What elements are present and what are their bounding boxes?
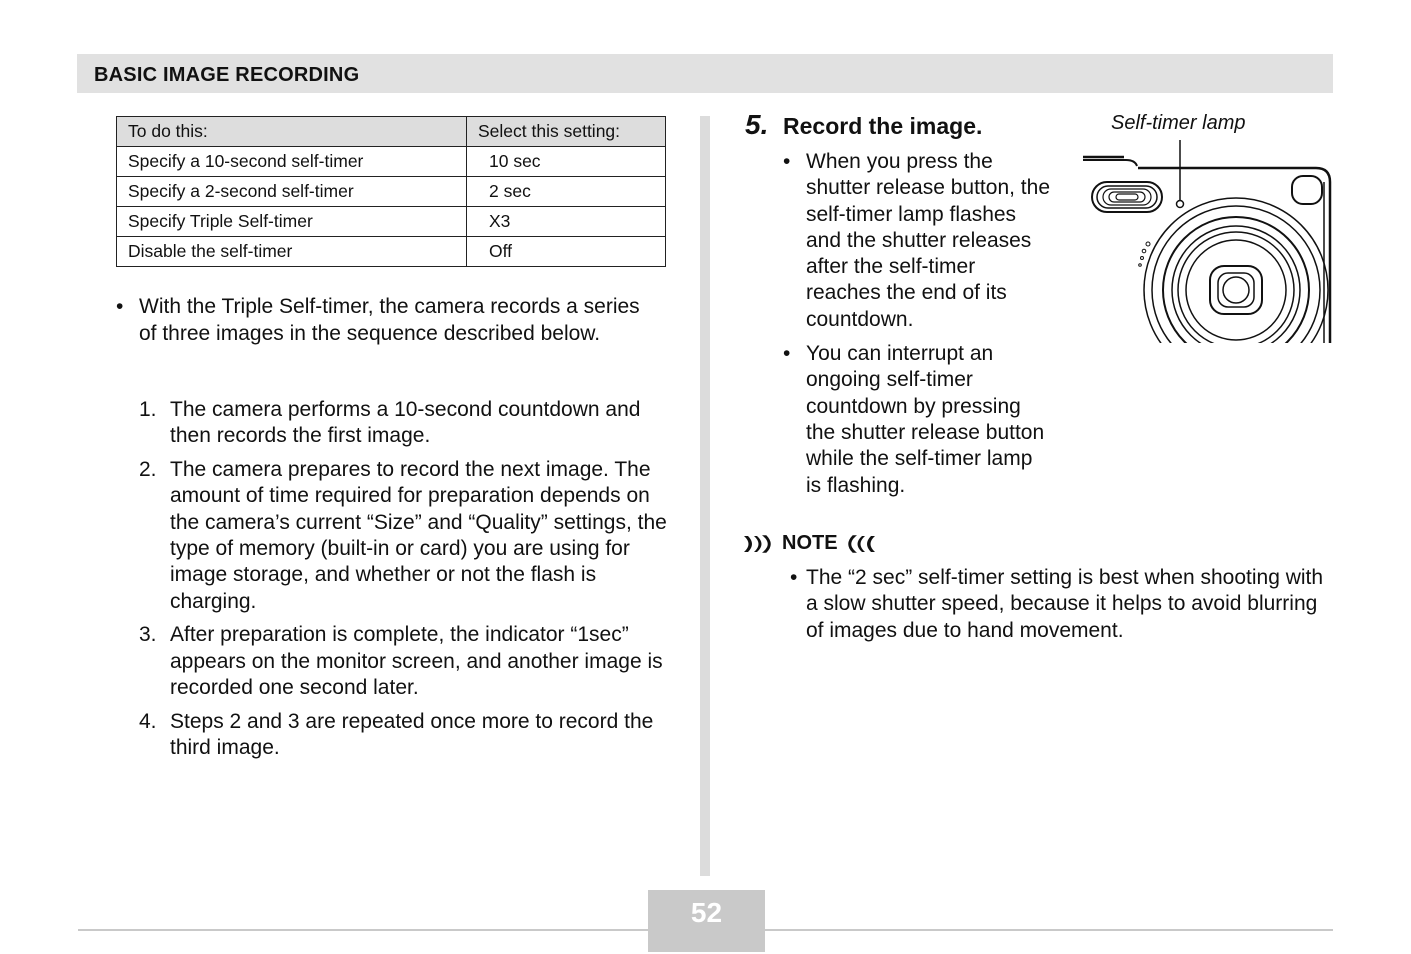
column-divider: [700, 116, 710, 876]
step-number: 2.: [139, 458, 157, 482]
table-cell: 10 sec: [467, 147, 666, 177]
list-item: [139, 397, 669, 450]
table-header-row: [117, 117, 666, 147]
note-end-arrows-icon: [845, 535, 875, 553]
section-header: [77, 54, 1333, 93]
note-body: [790, 565, 1330, 644]
page-number: 52: [690, 897, 723, 928]
self-timer-settings-table: [116, 116, 666, 267]
bullet-symbol: •: [783, 150, 791, 173]
note-text: The “2 sec” self-timer setting is best when shooting with a slow shutter speed, because it helps to avoid blurring of images due to hand movement.: [806, 566, 1324, 642]
triple-timer-bullet: [116, 294, 656, 347]
step-text: Steps 2 and 3 are repeated once more to record the third image.: [170, 709, 654, 760]
table-cell: X3: [467, 207, 666, 237]
step-text: The camera prepares to record the next image. The amount of time required for preparation depends on the camera’s current “Size” and “Quality” settings, the type of memory (built-in or card) you are using for image storage, and whether or not the flash is charging.: [170, 458, 667, 613]
note-start-arrows-icon: [744, 535, 774, 553]
record-instructions: [783, 149, 1053, 507]
note-heading: [744, 532, 875, 555]
list-item: [783, 149, 1053, 333]
list-item: [783, 341, 1053, 499]
step-number: 3.: [139, 623, 157, 647]
bullet-symbol: •: [790, 566, 798, 589]
sequence-steps-list: [139, 397, 669, 769]
bullet-symbol: •: [783, 342, 791, 366]
bullet-text: When you press the shutter release button, the self-timer lamp flashes and the shutter releases after the self-timer reaches the end of its countdown.: [806, 150, 1050, 331]
page-number-box: [648, 890, 765, 952]
table-cell: Off: [467, 237, 666, 267]
table-row: [117, 237, 666, 267]
table-cell: Specify a 10-second self-timer: [117, 147, 467, 177]
table-header-cell: To do this:: [117, 117, 467, 147]
step-number: 4.: [139, 709, 157, 733]
bullet-symbol: •: [116, 295, 124, 318]
camera-front-illustration: [1078, 138, 1334, 344]
self-timer-lamp-label: Self-timer lamp: [1111, 112, 1246, 134]
table-cell: Specify a 2-second self-timer: [117, 177, 467, 207]
step-number: 1.: [139, 398, 157, 421]
list-item: [139, 622, 669, 701]
table-cell: Disable the self-timer: [117, 237, 467, 267]
table-header-cell: Select this setting:: [467, 117, 666, 147]
section-title: BASIC IMAGE RECORDING: [94, 64, 360, 86]
step-text: The camera performs a 10-second countdown and then records the first image.: [170, 398, 641, 448]
list-item: [139, 457, 669, 615]
step-number-5: 5.: [745, 109, 769, 140]
table-row: [117, 147, 666, 177]
note-label: NOTE: [782, 532, 838, 554]
bullet-text: With the Triple Self-timer, the camera records a series of three images in the sequence described below.: [139, 295, 640, 345]
table-cell: 2 sec: [467, 177, 666, 207]
step-title: Record the image.: [783, 113, 983, 139]
bullet-text: You can interrupt an ongoing self-timer countdown by pressing the shutter release button while the self-timer lamp is flashing.: [806, 342, 1045, 497]
list-item: [139, 709, 669, 762]
table-row: [117, 207, 666, 237]
step-text: After preparation is complete, the indicator “1sec” appears on the monitor screen, and another image is recorded one second later.: [170, 623, 663, 699]
table-cell: Specify Triple Self-timer: [117, 207, 467, 237]
table-row: [117, 177, 666, 207]
